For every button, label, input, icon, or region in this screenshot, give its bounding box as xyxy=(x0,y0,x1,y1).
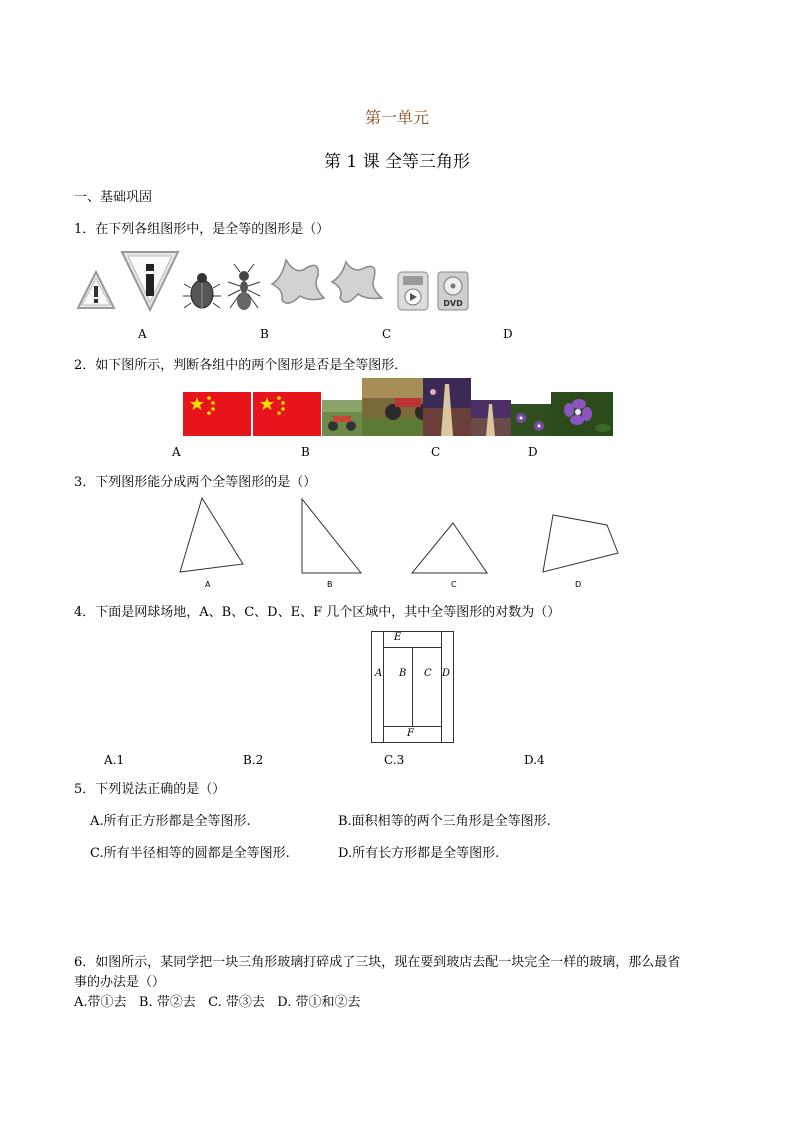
court-label-c: C xyxy=(424,668,432,679)
right-triangle-shape-b xyxy=(302,499,361,573)
dvd-icon xyxy=(438,272,468,310)
flag-image-2 xyxy=(253,392,321,436)
q3-shapes xyxy=(170,495,630,585)
court-label-e: E xyxy=(394,632,402,643)
q4-option-a: A.1 xyxy=(104,753,125,767)
q2-text: 2．如下图所示，判断各组中的两个图形是否是全等图形． xyxy=(74,358,408,373)
court-label-a: A xyxy=(375,668,383,679)
media-player-icon xyxy=(398,272,428,310)
motorcycle-photo-small xyxy=(322,400,362,436)
info-sign-icon-large xyxy=(122,252,178,310)
unit-title: 第一单元 xyxy=(364,108,429,127)
q1-figure-row xyxy=(74,250,474,320)
q6-text-line2: 事的办法是（） xyxy=(74,975,166,990)
q5-option-a: A.所有正方形都是全等图形. xyxy=(90,814,251,829)
q4-option-c: C.3 xyxy=(384,753,405,767)
q2-option-a: A xyxy=(172,445,181,459)
q5-option-b: B.面积相等的两个三角形是全等图形. xyxy=(338,814,551,829)
flag-image-1 xyxy=(183,392,251,436)
court-label-d: D xyxy=(442,668,451,679)
court-label-f: F xyxy=(407,728,414,739)
q1-option-d: D xyxy=(503,327,513,341)
tower-photo-small xyxy=(471,400,511,436)
q6-text-line1: 6．如图所示，某同学把一块三角形玻璃打碎成了三块，现在要到玻店去配一块完全一样的玻璃，那么最省 xyxy=(74,955,681,970)
ant-icon xyxy=(228,264,260,310)
q5-option-c: C.所有半径相等的圆都是全等图形. xyxy=(90,846,290,861)
lesson-title: 第 1 课 全等三角形 xyxy=(323,152,471,172)
q5-option-d: D.所有长方形都是全等图形. xyxy=(338,846,500,861)
q3-option-c: C xyxy=(451,580,457,589)
warning-sign-icon-small xyxy=(78,272,114,308)
beetle-icon xyxy=(183,273,221,308)
q1-option-b: B xyxy=(260,327,269,341)
q3-option-a: A xyxy=(205,580,211,589)
star-shape-icon-2 xyxy=(332,262,382,302)
court-label-b: B xyxy=(399,668,407,679)
q1-option-c: C xyxy=(382,327,392,341)
q2-image-strip xyxy=(183,378,613,438)
q2-option-b: B xyxy=(301,445,310,459)
dvd-icon-label: DVD xyxy=(443,299,463,308)
q2-option-c: C xyxy=(431,445,441,459)
flower-photo-large xyxy=(551,392,613,436)
q4-option-d: D.4 xyxy=(524,753,545,767)
q4-option-b: B.2 xyxy=(243,753,264,767)
q3-option-d: D xyxy=(575,580,582,589)
q6-options: A.带①去 B. 带②去 C. 带③去 D. 带①和②去 xyxy=(74,995,361,1010)
quadrilateral-shape-d xyxy=(543,515,618,572)
section-title: 一、基础巩固 xyxy=(74,190,153,205)
q5-text: 5．下列说法正确的是（） xyxy=(74,782,226,797)
q1-text: 1．在下列各组图形中，是全等的图形是（） xyxy=(74,222,330,237)
star-shape-icon-1 xyxy=(272,260,324,303)
q3-option-b: B xyxy=(327,580,333,589)
q3-text: 3．下列图形能分成两个全等图形的是（） xyxy=(74,475,317,490)
q4-text: 4．下面是网球场地，A、B、C、D、E、F 几个区域中，其中全等图形的对数为（） xyxy=(74,605,561,620)
tower-photo-large xyxy=(423,378,471,436)
q1-option-a: A xyxy=(138,327,147,341)
q2-option-d: D xyxy=(528,445,538,459)
flower-photo-small xyxy=(511,404,551,436)
triangle-shape-c xyxy=(412,523,487,573)
triangle-shape-a xyxy=(180,498,243,572)
